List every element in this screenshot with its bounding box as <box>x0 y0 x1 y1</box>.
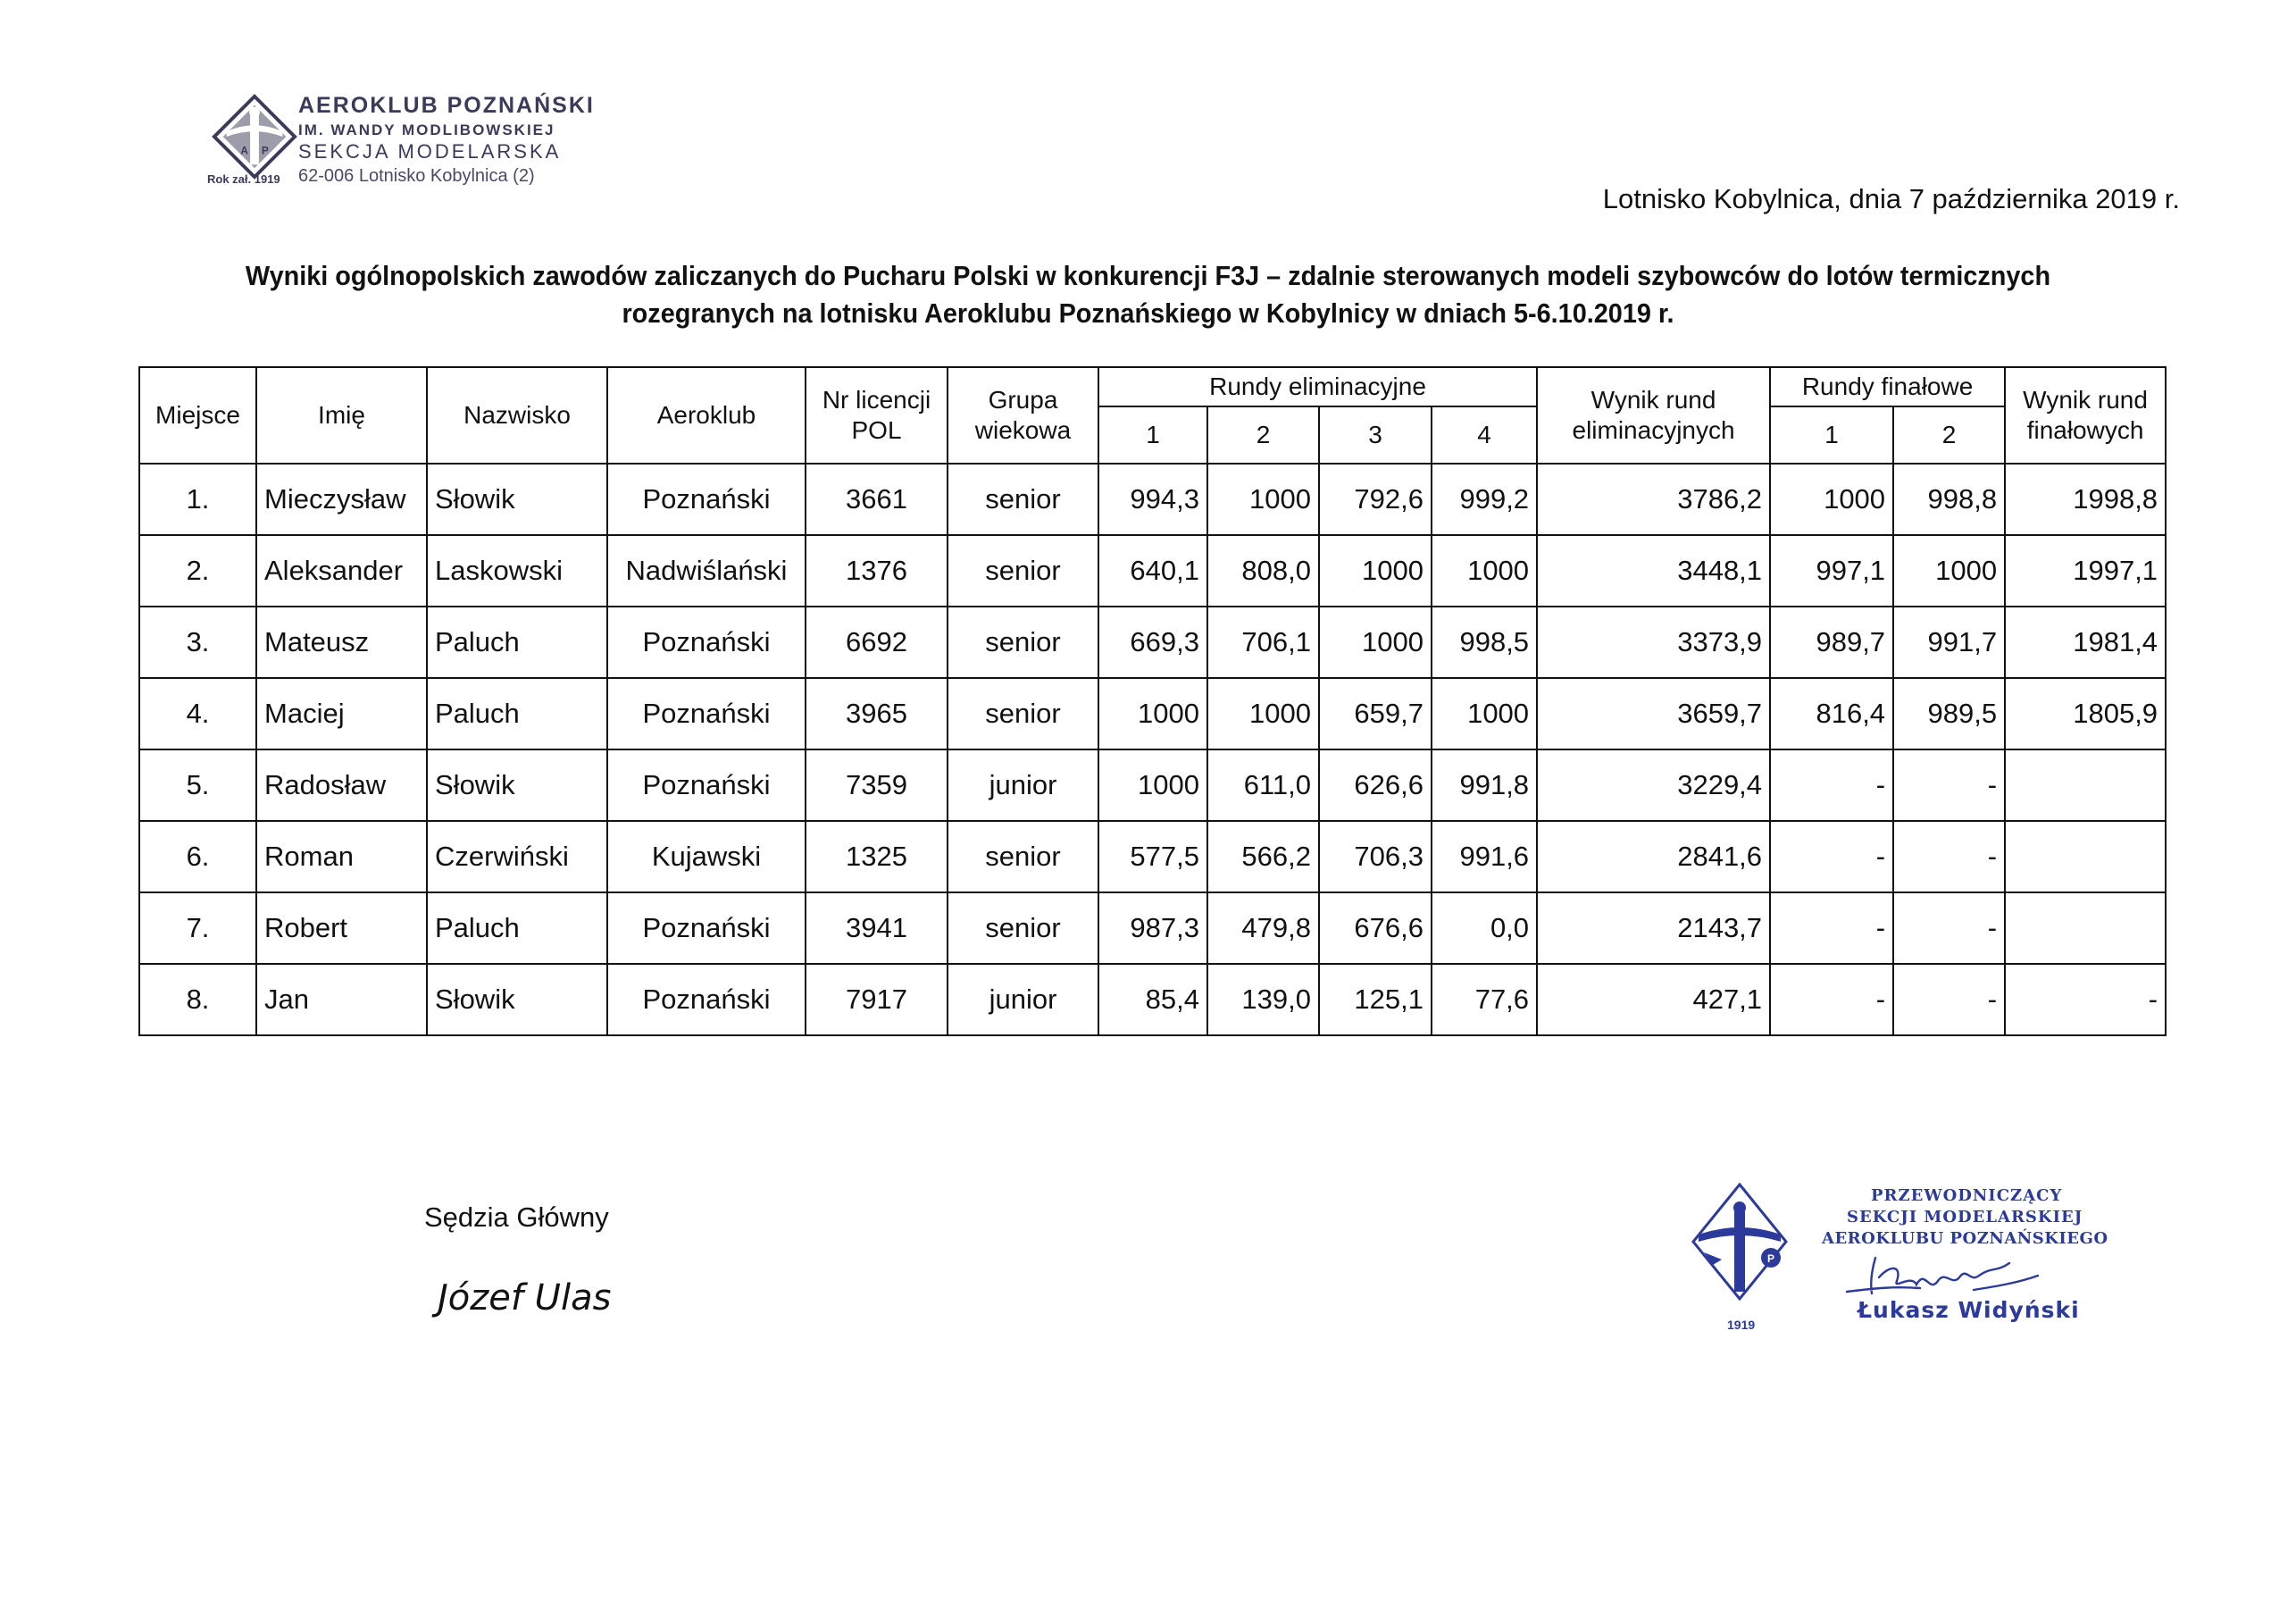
title-line-2: rozegranych na lotnisku Aeroklubu Poznańskiego w Kobylnicy w dniach 5-6.10.2019 r. <box>622 297 1674 329</box>
letterhead-founded: Rok zał. 1919 <box>207 172 280 186</box>
cell-final-2: - <box>1893 892 2005 964</box>
cell-final-total: 1997,1 <box>2005 535 2166 607</box>
svg-text:P: P <box>261 145 269 157</box>
cell-final-1: 1000 <box>1770 464 1893 535</box>
cell-elim-2: 566,2 <box>1207 821 1319 892</box>
cell-elim-2: 808,0 <box>1207 535 1319 607</box>
cell-elim-2: 1000 <box>1207 678 1319 749</box>
cell-license: 6692 <box>806 607 948 678</box>
header-final-total: Wynik rund finałowych <box>2005 367 2166 464</box>
cell-final-1: 997,1 <box>1770 535 1893 607</box>
letterhead-patron: IM. WANDY MODLIBOWSKIEJ <box>298 121 555 138</box>
cell-elim-3: 1000 <box>1319 535 1432 607</box>
cell-place: 7. <box>139 892 256 964</box>
cell-club: Poznański <box>607 678 806 749</box>
cell-final-total: 1998,8 <box>2005 464 2166 535</box>
cell-last-name: Laskowski <box>427 535 607 607</box>
cell-elim-3: 676,6 <box>1319 892 1432 964</box>
cell-license: 7917 <box>806 964 948 1035</box>
cell-final-2: - <box>1893 821 2005 892</box>
cell-final-1: - <box>1770 821 1893 892</box>
cell-final-total <box>2005 821 2166 892</box>
cell-elim-3: 125,1 <box>1319 964 1432 1035</box>
cell-club: Nadwiślański <box>607 535 806 607</box>
cell-license: 1376 <box>806 535 948 607</box>
cell-elim-total: 3373,9 <box>1537 607 1770 678</box>
letterhead-club-name: AEROKLUB POZNAŃSKI <box>298 93 595 118</box>
header-elimination-total: Wynik rund eliminacyjnych <box>1537 367 1770 464</box>
stamp-year: 1919 <box>1727 1318 1756 1332</box>
table-row <box>139 749 2166 821</box>
cell-last-name: Czerwiński <box>427 821 607 892</box>
stamp-line-3: AEROKLUBU POZNAŃSKIEGO <box>1822 1229 2108 1248</box>
cell-elim-4: 998,5 <box>1432 607 1537 678</box>
cell-final-total <box>2005 749 2166 821</box>
header-elim-round-2: 2 <box>1207 406 1319 464</box>
cell-license: 3941 <box>806 892 948 964</box>
svg-text:A: A <box>240 145 248 157</box>
cell-age-group: senior <box>948 535 1098 607</box>
cell-first-name: Mateusz <box>256 607 427 678</box>
cell-elim-2: 139,0 <box>1207 964 1319 1035</box>
cell-elim-2: 479,8 <box>1207 892 1319 964</box>
header-elimination-rounds: Rundy eliminacyjne <box>1098 367 1537 406</box>
header-elim-round-4: 4 <box>1432 406 1537 464</box>
cell-first-name: Roman <box>256 821 427 892</box>
cell-elim-1: 85,4 <box>1098 964 1207 1035</box>
handwritten-signature-icon <box>1840 1247 2045 1302</box>
chairman-stamp <box>1679 1170 2143 1349</box>
cell-first-name: Maciej <box>256 678 427 749</box>
stamp-line-1: PRZEWODNICZĄCY <box>1871 1186 2063 1205</box>
cell-final-total: 1981,4 <box>2005 607 2166 678</box>
cell-place: 8. <box>139 964 256 1035</box>
letterhead-section: SEKCJA MODELARSKA <box>298 140 562 163</box>
cell-last-name: Słowik <box>427 749 607 821</box>
cell-final-1: 816,4 <box>1770 678 1893 749</box>
cell-elim-total: 2143,7 <box>1537 892 1770 964</box>
cell-age-group: junior <box>948 964 1098 1035</box>
cell-last-name: Słowik <box>427 964 607 1035</box>
cell-last-name: Paluch <box>427 607 607 678</box>
cell-license: 1325 <box>806 821 948 892</box>
cell-first-name: Aleksander <box>256 535 427 607</box>
header-elim-round-3: 3 <box>1319 406 1432 464</box>
cell-last-name: Słowik <box>427 464 607 535</box>
header-club: Aeroklub <box>607 367 806 464</box>
cell-elim-4: 991,8 <box>1432 749 1537 821</box>
cell-elim-total: 2841,6 <box>1537 821 1770 892</box>
cell-elim-1: 1000 <box>1098 678 1207 749</box>
table-row <box>139 964 2166 1035</box>
cell-elim-1: 994,3 <box>1098 464 1207 535</box>
cell-last-name: Paluch <box>427 892 607 964</box>
cell-age-group: senior <box>948 821 1098 892</box>
aeroklub-logo-icon <box>211 93 298 180</box>
cell-club: Poznański <box>607 964 806 1035</box>
cell-place: 1. <box>139 464 256 535</box>
cell-club: Poznański <box>607 892 806 964</box>
cell-place: 3. <box>139 607 256 678</box>
cell-elim-3: 626,6 <box>1319 749 1432 821</box>
cell-elim-4: 999,2 <box>1432 464 1537 535</box>
document-title <box>205 257 2091 332</box>
cell-elim-total: 3229,4 <box>1537 749 1770 821</box>
cell-final-total: 1805,9 <box>2005 678 2166 749</box>
letterhead <box>207 89 595 188</box>
table-row <box>139 821 2166 892</box>
cell-place: 4. <box>139 678 256 749</box>
table-row <box>139 678 2166 749</box>
cell-elim-3: 706,3 <box>1319 821 1432 892</box>
cell-final-2: 998,8 <box>1893 464 2005 535</box>
stamp-signatory-name: Łukasz Widyński <box>1858 1297 2080 1323</box>
header-last-name: Nazwisko <box>427 367 607 464</box>
cell-first-name: Robert <box>256 892 427 964</box>
place-date: Lotnisko Kobylnica, dnia 7 października 2019 r. <box>1602 183 2180 214</box>
header-elim-round-1: 1 <box>1098 406 1207 464</box>
cell-age-group: senior <box>948 892 1098 964</box>
cell-license: 7359 <box>806 749 948 821</box>
cell-club: Kujawski <box>607 821 806 892</box>
cell-elim-2: 1000 <box>1207 464 1319 535</box>
cell-final-1: - <box>1770 749 1893 821</box>
cell-elim-3: 792,6 <box>1319 464 1432 535</box>
cell-final-2: 989,5 <box>1893 678 2005 749</box>
svg-text:P: P <box>1767 1252 1775 1265</box>
cell-age-group: senior <box>948 607 1098 678</box>
cell-club: Poznański <box>607 464 806 535</box>
cell-elim-1: 987,3 <box>1098 892 1207 964</box>
cell-club: Poznański <box>607 749 806 821</box>
cell-place: 2. <box>139 535 256 607</box>
cell-elim-4: 991,6 <box>1432 821 1537 892</box>
title-line-1: Wyniki ogólnopolskich zawodów zaliczanych do Pucharu Polski w konkurencji F3J – zdalnie sterowanych modeli szybowców do lotów termicznych <box>245 260 2051 291</box>
cell-elim-2: 706,1 <box>1207 607 1319 678</box>
table-row <box>139 464 2166 535</box>
header-final-round-1: 1 <box>1770 406 1893 464</box>
cell-final-2: 1000 <box>1893 535 2005 607</box>
cell-elim-1: 669,3 <box>1098 607 1207 678</box>
cell-final-total <box>2005 892 2166 964</box>
table-row <box>139 607 2166 678</box>
table-row <box>139 535 2166 607</box>
table-row <box>139 892 2166 964</box>
cell-elim-1: 1000 <box>1098 749 1207 821</box>
cell-final-2: - <box>1893 964 2005 1035</box>
cell-elim-3: 1000 <box>1319 607 1432 678</box>
aeroklub-stamp-icon <box>1686 1179 1793 1313</box>
cell-first-name: Radosław <box>256 749 427 821</box>
cell-first-name: Jan <box>256 964 427 1035</box>
letterhead-address: 62-006 Lotnisko Kobylnica (2) <box>298 166 535 186</box>
cell-final-2: - <box>1893 749 2005 821</box>
cell-elim-1: 577,5 <box>1098 821 1207 892</box>
cell-elim-4: 77,6 <box>1432 964 1537 1035</box>
stamp-line-2: SEKCJI MODELARSKIEJ <box>1847 1208 2083 1226</box>
cell-elim-1: 640,1 <box>1098 535 1207 607</box>
results-body <box>139 464 2166 1035</box>
cell-elim-2: 611,0 <box>1207 749 1319 821</box>
cell-elim-total: 3659,7 <box>1537 678 1770 749</box>
cell-last-name: Paluch <box>427 678 607 749</box>
cell-age-group: senior <box>948 464 1098 535</box>
chief-judge-name: Józef Ulas <box>438 1277 612 1318</box>
header-age-group: Grupa wiekowa <box>948 367 1098 464</box>
cell-age-group: senior <box>948 678 1098 749</box>
header-final-rounds: Rundy finałowe <box>1770 367 2005 406</box>
cell-license: 3661 <box>806 464 948 535</box>
cell-age-group: junior <box>948 749 1098 821</box>
letterhead-text <box>298 93 595 163</box>
header-license: Nr licencji POL <box>806 367 948 464</box>
cell-elim-3: 659,7 <box>1319 678 1432 749</box>
cell-elim-total: 427,1 <box>1537 964 1770 1035</box>
cell-place: 6. <box>139 821 256 892</box>
cell-first-name: Mieczysław <box>256 464 427 535</box>
cell-elim-4: 1000 <box>1432 678 1537 749</box>
header-final-round-2: 2 <box>1893 406 2005 464</box>
cell-final-total: - <box>2005 964 2166 1035</box>
header-place: Miejsce <box>139 367 256 464</box>
header-first-name: Imię <box>256 367 427 464</box>
cell-elim-total: 3786,2 <box>1537 464 1770 535</box>
cell-place: 5. <box>139 749 256 821</box>
cell-license: 3965 <box>806 678 948 749</box>
chief-judge-title: Sędzia Główny <box>424 1201 609 1233</box>
cell-final-1: - <box>1770 892 1893 964</box>
results-table <box>138 366 2167 1036</box>
cell-elim-total: 3448,1 <box>1537 535 1770 607</box>
cell-elim-4: 1000 <box>1432 535 1537 607</box>
cell-final-1: 989,7 <box>1770 607 1893 678</box>
cell-elim-4: 0,0 <box>1432 892 1537 964</box>
cell-club: Poznański <box>607 607 806 678</box>
cell-final-1: - <box>1770 964 1893 1035</box>
cell-final-2: 991,7 <box>1893 607 2005 678</box>
